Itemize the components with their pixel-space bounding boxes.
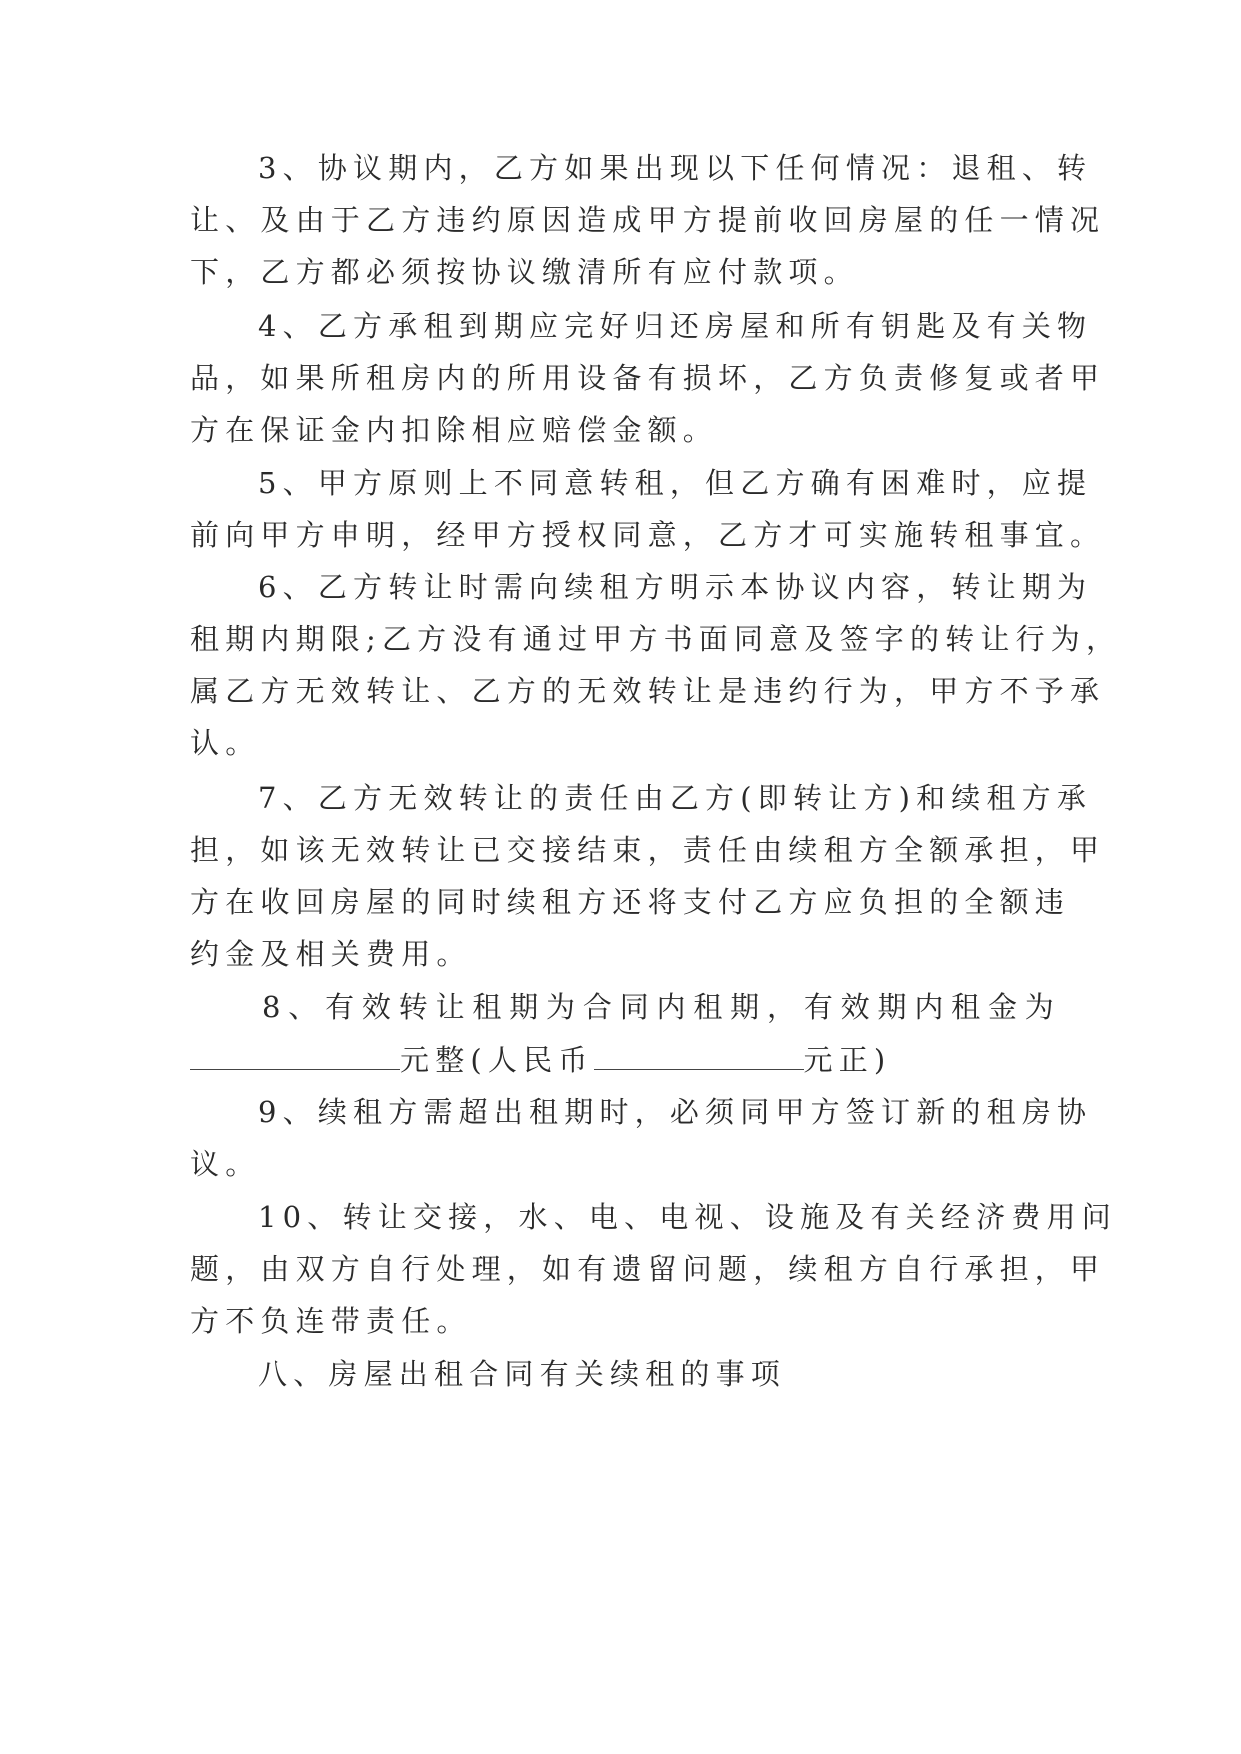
paragraph-6-line-2: 租期内期限;乙方没有通过甲方书面同意及签字的转让行为， [190, 622, 1122, 656]
paragraph-7-line-2: 担，如该无效转让已交接结束，责任由续租方全额承担，甲 [190, 833, 1106, 867]
paragraph-7-line-3: 方在收回房屋的同时续租方还将支付乙方应负担的全额违 [190, 885, 1071, 919]
paragraph-5-line-1: 5、甲方原则上不同意转租，但乙方确有困难时，应提 [258, 466, 1093, 500]
paragraph-7-line-1: 7、乙方无效转让的责任由乙方(即转让方)和续租方承 [258, 781, 1093, 815]
paragraph-6-line-4: 认。 [190, 726, 261, 760]
paragraph-3-line-2: 让、及由于乙方违约原因造成甲方提前收回房屋的任一情况 [190, 203, 1106, 237]
paragraph-6-line-3: 属乙方无效转让、乙方的无效转让是违约行为，甲方不予承 [190, 674, 1106, 708]
paragraph-4-line-2: 品，如果所租房内的所用设备有损坏，乙方负责修复或者甲 [190, 361, 1106, 395]
paragraph-8-line-2 [190, 1039, 1060, 1080]
rent-amount-blank [190, 1039, 400, 1070]
paragraph-10-line-2: 题，由双方自行处理，如有遗留问题，续租方自行承担，甲 [190, 1252, 1106, 1286]
rent-rmb-blank [594, 1039, 804, 1070]
paragraph-9-line-2: 议。 [190, 1147, 261, 1181]
paragraph-8-line-1: 8、有效转让租期为合同内租期，有效期内租金为 [262, 990, 1060, 1024]
paragraph-3-line-3: 下，乙方都必须按协议缴清所有应付款项。 [190, 255, 859, 289]
rent-unit-end-label: 元正) [803, 1043, 892, 1077]
paragraph-10-line-1: 10、转让交接，水、电、电视、设施及有关经济费用问 [258, 1200, 1117, 1234]
paragraph-4-line-3: 方在保证金内扣除相应赔偿金额。 [190, 413, 719, 447]
paragraph-7-line-4: 约金及相关费用。 [190, 937, 472, 971]
paragraph-3-line-1: 3、协议期内，乙方如果出现以下任何情况：退租、转 [258, 151, 1093, 185]
paragraph-10-line-3: 方不负连带责任。 [190, 1304, 472, 1338]
paragraph-6-line-1: 6、乙方转让时需向续租方明示本协议内容，转让期为 [258, 570, 1093, 604]
section-heading-8: 八、房屋出租合同有关续租的事项 [258, 1357, 787, 1391]
rent-unit-label: 元整(人民币 [400, 1043, 594, 1077]
paragraph-4-line-1: 4、乙方承租到期应完好归还房屋和所有钥匙及有关物 [258, 309, 1093, 343]
paragraph-9-line-1: 9、续租方需超出租期时，必须同甲方签订新的租房协 [258, 1095, 1093, 1129]
paragraph-5-line-2: 前向甲方申明，经甲方授权同意，乙方才可实施转租事宜。 [190, 518, 1106, 552]
